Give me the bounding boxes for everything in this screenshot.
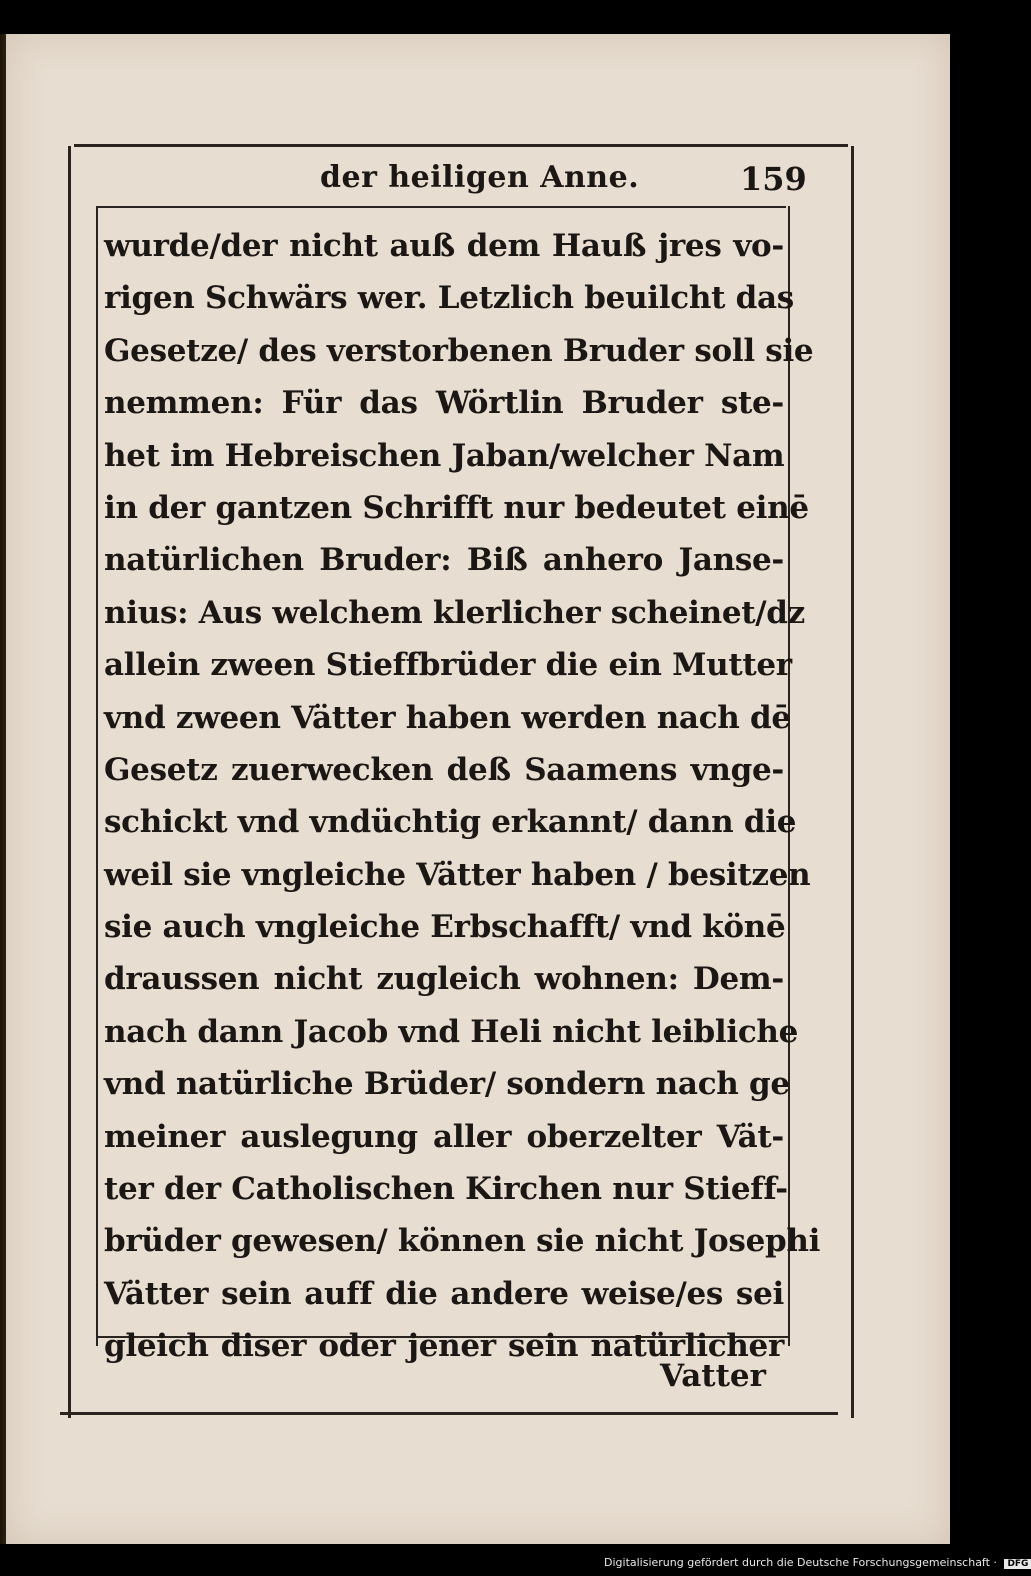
catchword: Vatter [660,1358,766,1394]
credit-text: Digitalisierung gefördert durch die Deutsche Forschungsgemeinschaft [604,1556,990,1569]
digitization-credit: Digitalisierung gefördert durch die Deutsche Forschungsgemeinschaft · DFG [604,1556,1031,1569]
text-line: allein zween Stieffbrüder die ein Mutter [104,647,792,684]
text-line: vnd zween Vätter haben werden nach dē [104,699,791,736]
text-line: rigen Schwärs wer. Letzlich beuilcht das [104,280,794,317]
bottom-rule-outer [60,1412,838,1415]
text-line: sie auch vngleiche Erbschafft/ vnd könē [104,909,786,946]
text-line: brüder gewesen/ können sie nicht Josephi [104,1223,821,1260]
text-line: draussen nicht zugleich wohnen: Dem- [104,961,784,998]
text-line: ter der Catholischen Kirchen nur Stieff- [104,1171,788,1208]
text-line: wurde/der nicht auß dem Hauß jres vo- [104,228,784,264]
text-line: nius: Aus welchem klerlicher scheinet/dz [104,594,805,631]
text-line: Gesetze/ des verstorbenen Bruder soll sie [104,332,814,369]
page-number: 159 [740,160,807,198]
text-line: weil sie vngleiche Vätter haben / besitzen [104,856,811,893]
text-line: Vätter sein auff die andere weise/es sei [104,1275,784,1312]
text-line: nach dann Jacob vnd Heli nicht leibliche [104,1013,799,1050]
text-line: natürlichen Bruder: Biß anhero Janse- [104,542,784,579]
dfg-logo: DFG [1004,1559,1031,1569]
text-line: meiner auslegung aller oberzelter Vät- [104,1118,784,1155]
body-text [104,220,821,1373]
running-title: der heiligen Anne. [320,160,640,195]
text-line: in der gantzen Schrifft nur bedeutet einē [104,489,809,526]
text-line: gleich diser oder jener sein natürlicher [104,1328,784,1365]
text-line: het im Hebreischen Jaban/welcher Nam [104,437,785,474]
text-line: vnd natürliche Brüder/ sondern nach ge [104,1066,790,1103]
text-line: schickt vnd vndüchtig erkannt/ dann die [104,804,797,841]
text-line: nemmen: Für das Wörtlin Bruder ste- [104,385,784,422]
top-rule-outer [74,144,848,147]
text-line: Gesetz zuerwecken deß Saamens vnge- [104,751,784,788]
